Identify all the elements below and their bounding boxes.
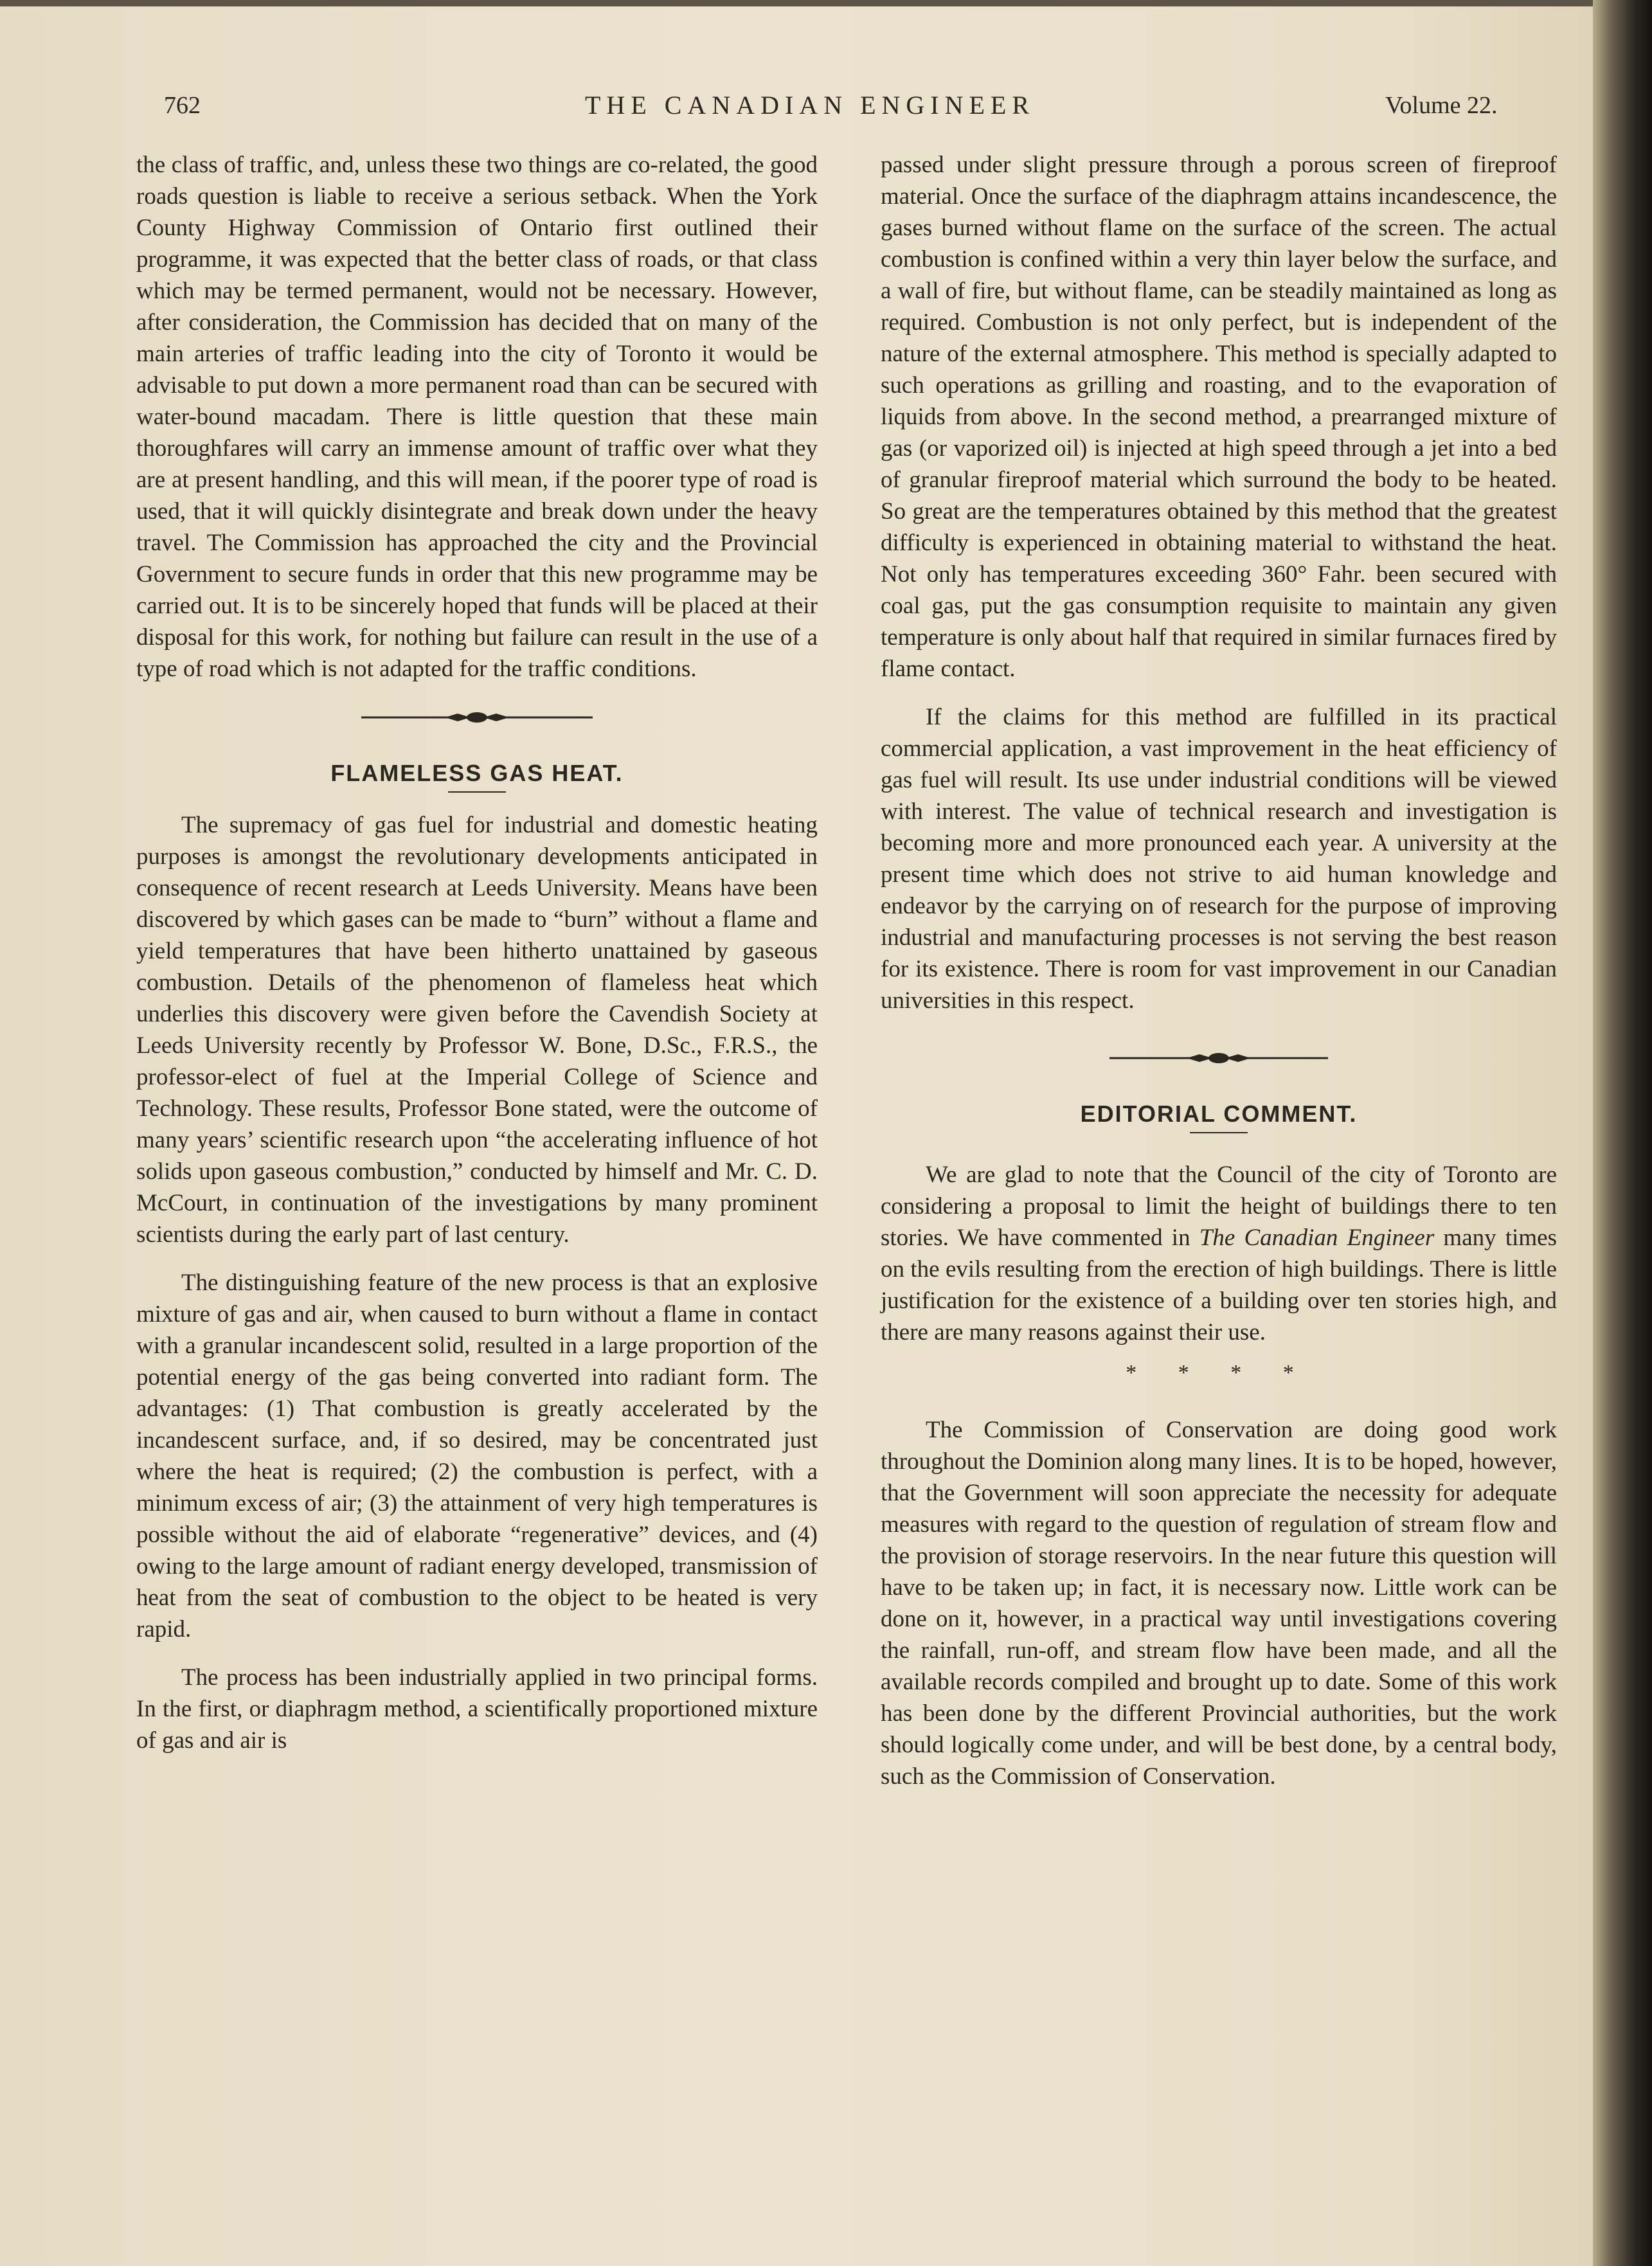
editorial-text: many times on the evils resulting from the erection of high buildings. There is little justification for the existence of a building over ten stories high, and there are many reasons against their use. (881, 1225, 1557, 1345)
ornamental-divider (136, 708, 818, 727)
left-column (136, 149, 818, 1756)
heading-rule (1190, 1132, 1248, 1133)
flameless-continued-paragraph: passed under slight pressure through a porous screen of fireproof material. Once the surface of the diaphragm attains incandescence, the gases burned without flame on the surface of the screen. The actual combustion is confined within a very thin layer below the surface, and a wall of fire, but without flame, can be steadily maintained as long as required. Combustion is not only perfect, but is independent of the nature of the external atmosphere. This method is specially adapted to such operations as grilling and roasting, and to the evaporation of liquids from above. In the second method, a prearranged mixture of gas (or vaporized oil) is injected at high speed through a jet into a bed of granular fireproof material which surround the body to be heated. So great are the temperatures obtained by this method that the greatest difficulty is experienced in obtaining material to withstand the heat. Not only has temperatures exceeding 360° Fahr. been secured with coal gas, put the gas consumption requisite to maintain any given temperature is only about half that required in similar furnaces fired by flame contact. (881, 152, 1557, 682)
flameless-paragraph-2: The distinguishing feature of the new process is that an explosive mixture of gas and air, when caused to burn without a flame in contact with a granular incandescent solid, resulted in a large proportion of the potential energy of the gas being converted into radiant form. The advantages: (1) That combustion is greatly accelerated by the incandescent surface, and, if so desired, may be concentrated just where the heat is required; (2) the combustion is perfect, with a minimum excess of air; (3) the attainment of very high temperatures is possible without the aid of elaborate “regenerative” devices, and (4) owing to the large amount of radiant energy developed, transmission of heat from the seat of combustion to the object to be heated is very rapid. (136, 1270, 818, 1642)
editorial-paragraph-1 (881, 1159, 1557, 1348)
page-top-border (0, 0, 1593, 6)
volume-label: Volume 22. (1385, 92, 1498, 119)
editorial-text: We are glad to note that the Council of the city of Toronto are considering a proposal to limit the height of buildings there to ten stories. We have commented in (881, 1162, 1557, 1251)
heading-rule (448, 791, 506, 793)
ornamental-divider (881, 1048, 1557, 1068)
flameless-paragraph-3: The process has been industrially applied in two principal forms. In the first, or diaphragm method, a scientifically proportioned mixture of gas and air is (136, 1664, 818, 1754)
editorial-paragraph-2: The Commission of Conservation are doing good work throughout the Dominion along many lines. It is to be hoped, however, that the Government will soon appreciate the necessity for adequate measures with regard to the question of regulation of stream flow and the provision of storage reservoirs. In the near future this question will have to be taken up; in fact, it is necessary now. Little work can be done on it, however, in a practical way until investigations covering the rainfall, run-off, and stream flow have been made, and all the available records compiled and brought up to date. Some of this work has been done by the different Provincial authorities, but the work should logically come under, and will be best done, by a central body, such as the Commission of Conservation. (881, 1417, 1557, 1790)
flameless-paragraph-1: The supremacy of gas fuel for industrial and domestic heating purposes is amongst the revolutionary developments anticipated in consequence of recent research at Leeds University. Means have been discovered by which gases can be made to “burn” without a flame and yield temperatures that have been hitherto unattained by gaseous combustion. Details of the phenomenon of flameless heat which underlies this discovery were given before the Cavendish Society at Leeds University recently by Professor W. Bone, D.Sc., F.R.S., the professor-elect of fuel at the Imperial College of Science and Technology. These results, Professor Bone stated, were the outcome of many years’ scientific research upon “the accelerating influence of hot solids upon gaseous combustion,” conducted by himself and Mr. C. D. McCourt, in continuation of the investigations by many prominent scientists during the early part of last century. (136, 812, 818, 1248)
section-heading-editorial-comment: EDITORIAL COMMENT. (1080, 1101, 1358, 1127)
journal-title: THE CANADIAN ENGINEER (585, 91, 1036, 120)
right-column (881, 149, 1557, 1792)
page-binding-edge (1593, 0, 1652, 2266)
page-number: 762 (164, 92, 201, 119)
journal-name-italic: The Canadian Engineer (1199, 1225, 1435, 1251)
intro-paragraph: the class of traffic, and, unless these two things are co-related, the good roads question is liable to receive a serious setback. When the York County Highway Commission of Ontario first outlined their programme, it was expected that the better class of roads, or that class which may be termed permanent, would not be necessary. However, after consideration, the Commission has decided that on many of the main arteries of traffic leading into the city of Toronto it would be advisable to put down a more permanent road than can be secured with water-bound macadam. There is little question that these main thoroughfares will carry an immense amount of traffic over what they are at present handling, and this will mean, if the poorer type of road is used, that it will quickly disintegrate and break down under the heavy travel. The Commission has approached the city and the Provincial Government to secure funds in order that this new programme may be carried out. It is to be sincerely hoped that funds will be placed at their disposal for this work, for nothing but failure can result in the use of a type of road which is not adapted for the traffic conditions. (136, 152, 818, 682)
flameless-conclusion-paragraph: If the claims for this method are fulfilled in its practical commercial application, a vast improvement in the heat efficiency of gas fuel will result. Its use under industrial conditions will be viewed with interest. The value of technical research and investigation is becoming more and more pronounced each year. A university at the present time which does not strive to aid human knowledge and endeavor by the carrying on of research for the purpose of improving industrial and manufacturing processes is not serving the best reason for its existence. There is room for vast improvement in our Canadian universities in this respect. (881, 704, 1557, 1014)
section-stars: * * * * (1126, 1361, 1312, 1385)
section-heading-flameless-gas-heat: FLAMELESS GAS HEAT. (330, 760, 624, 786)
